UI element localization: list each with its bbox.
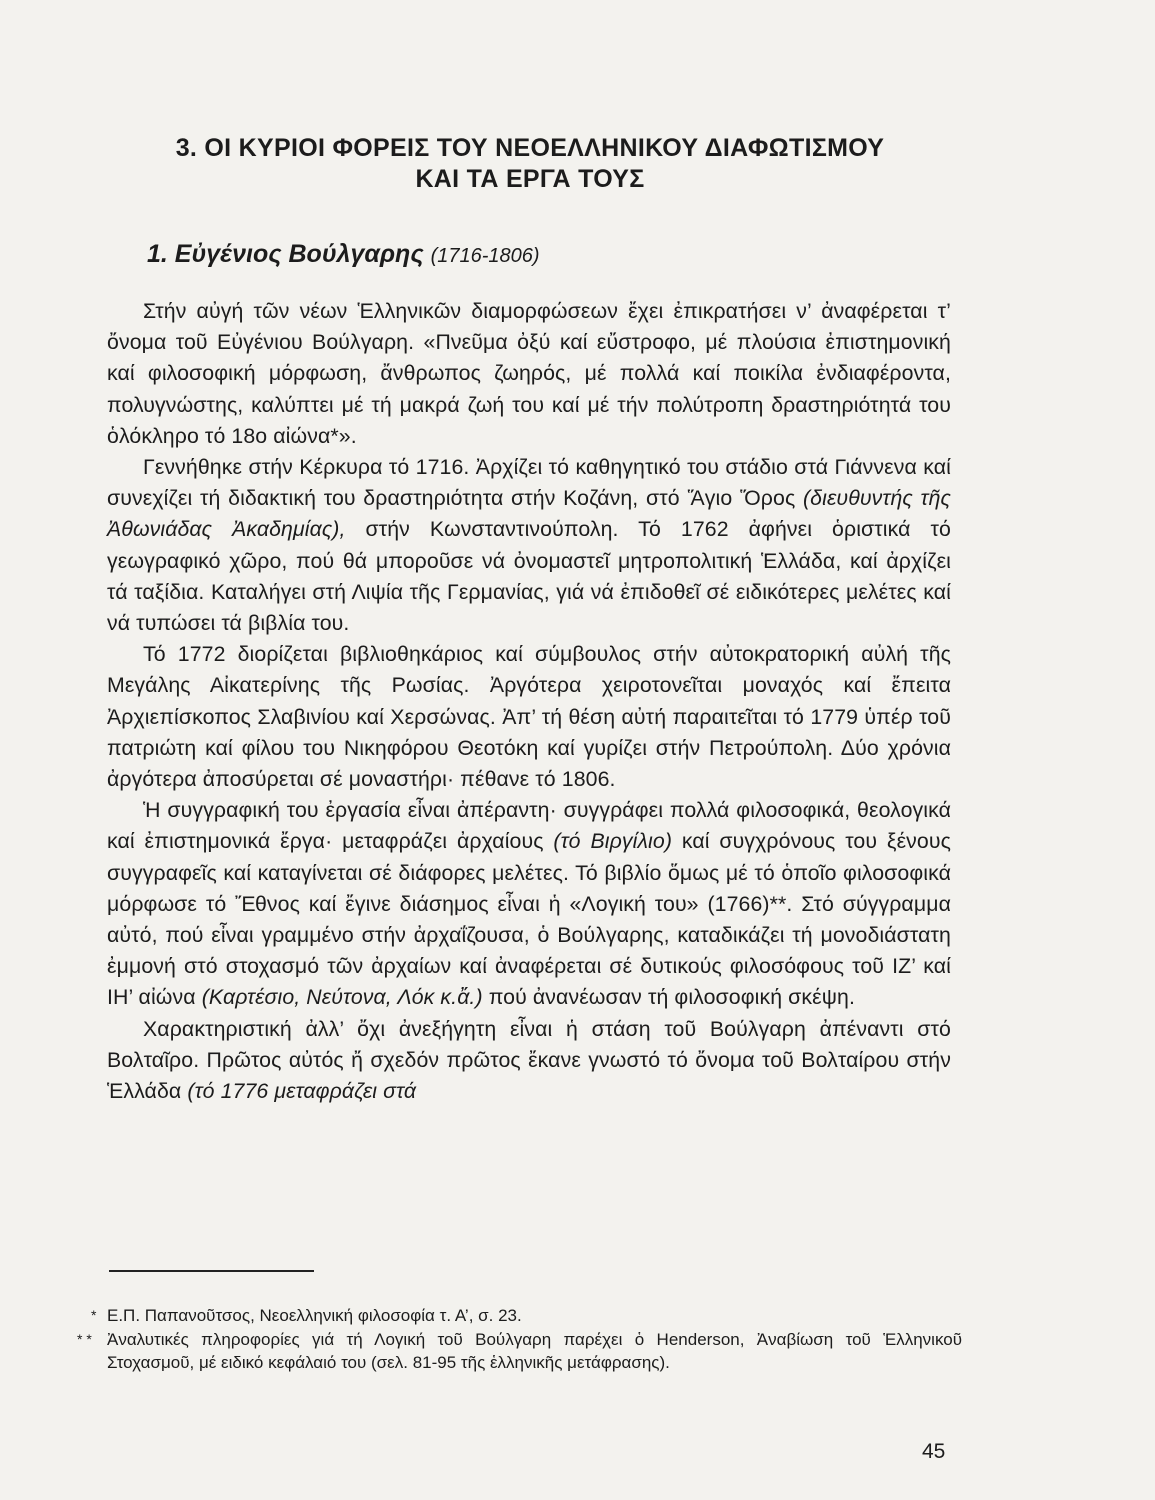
footnote-1-text: Ε.Π. Παπανοῦτσος, Νεοελληνική φιλοσοφία τ. Α’, σ. 23. [107, 1306, 522, 1325]
page-number: 45 [922, 1440, 946, 1463]
footnote-divider [109, 1270, 314, 1272]
paragraph-5-italic: (τό 1776 μεταφράζει στά [187, 1079, 417, 1104]
footnote-1 [91, 1304, 962, 1328]
paragraph-4-part-b: καί συγχρόνους του ξένους συγγραφεῖς καί καταγίνεται σέ διάφορες μελέτες. Τό βιβλίο ὅμως μέ τό ὁποῖο φιλοσοφικά μόρφωσε τό Ἔθνος καί ἔγινε διάσημος εἶναι ἡ «Λογική του» (1766)**. Στό σύγγραμμα αὐτό, πού εἶναι γραμμένο στήν ἀρχαΐζουσα, ὁ Βούλγαρης, καταδικάζει τή μονοδιάστατη ἐμμονή στό στοχασμό τῶν ἀρχαίων καί ἀναφέρεται σέ δυτικούς φιλοσόφους τοῦ ΙΖ’ καί ΙΗ’ αἰώνα [107, 829, 951, 1010]
paragraph-2-part-b: στήν Κωνσταντινούπολη. Τό 1762 ἀφήνει ὁριστικά τό γεωγραφικό χῶρο, πού θά μποροῦσε νά ὀνομαστεῖ μητροπολιτική Ἑλλάδα, καί ἀρχίζει τά ταξίδια. Καταλήγει στή Λιψία τῆς Γερμανίας, γιά νά ἐπιδοθεῖ σέ ειδικότερες μελέτες καί νά τυπώσει τά βιβλία του. [107, 517, 951, 636]
section-title-name: 1. Εὐγένιος Βούλγαρης [147, 240, 424, 268]
paragraph-4-part-a: Ἡ συγγραφική του ἐργασία εἶναι ἀπέραντη· συγγράφει πολλά φιλοσοφικά, θεολογικά καί ἐπιστημονικά ἔργα· μεταφράζει ἀρχαίους [107, 798, 951, 854]
footnote-2-mark: * * [77, 1330, 92, 1347]
paragraph-5-part-a: Χαρακτηριστική ἀλλ’ ὄχι ἀνεξήγητη εἶναι ἡ στάση τοῦ Βούλγαρη ἀπέναντι στό Βολταῖρο. Πρῶτος αὐτός ἤ σχεδόν πρῶτος ἔκανε γνωστό τό ὄνομα τοῦ Βολταίρου στήν Ἑλλάδα [107, 1016, 951, 1104]
footnote-2-text: Ἀναλυτικές πληροφορίες γιά τή Λογική τοῦ Βούλγαρη παρέχει ὁ Henderson, Ἀναβίωση τοῦ Ἑλληνικοῦ Στοχασμοῦ, μέ ειδικό κεφάλαιό του (σελ. 81-95 τῆς ἑλληνικῆς μετάφρασης). [107, 1329, 962, 1372]
paragraph-1: Στήν αὐγή τῶν νέων Ἑλληνικῶν διαμορφώσεων ἔχει ἐπικρατήσει ν’ ἀναφέρεται τ’ ὄνομα τοῦ Εὐγένιου Βούλγαρη. «Πνεῦμα ὀξύ καί εὔστροφο, μέ πλούσια ἐπιστημονική καί φιλοσοφική μόρφωση, ἄνθρωπος ζωηρός, μέ πολλά καί ποικίλα ἐνδιαφέροντα, πολυγνώστης, καλύπτει μέ τή μακρά ζωή του καί μέ τήν πολύτροπη δραστηριότητά του ὁλόκληρο τό 18ο αἰώνα*». [107, 299, 951, 448]
section-title-dates: (1716-1806) [430, 245, 540, 267]
paragraph-2 [107, 452, 951, 639]
body-text [107, 296, 951, 1107]
paragraph-4-italic-2: (Καρτέσιο, Νεύτονα, Λόκ κ.ἄ.) [201, 985, 483, 1010]
paragraph-4-italic-1: (τό Βιργίλιο) [553, 829, 673, 854]
paragraph-2-italic: (διευθυντής τῆς Ἀθωνιάδας Ἀκαδημίας), [107, 486, 951, 542]
section-title [147, 240, 540, 269]
paragraph-3: Τό 1772 διορίζεται βιβλιοθηκάριος καί σύμβουλος στήν αὐτοκρατορική αὐλή τῆς Μεγάλης Αἰκατερίνης τῆς Ρωσίας. Ἀργότερα χειροτονεῖται μοναχός καί ἔπειτα Ἀρχιεπίσκοπος Σλαβινίου καί Χερσώνας. Ἀπ’ τή θέση αὐτή παραιτεῖται τό 1779 ὑπέρ τοῦ πατριώτη καί φίλου του Νικηφόρου Θεοτόκη καί γυρίζει στήν Πετρούπολη. Δύο χρόνια ἀργότερα ἀποσύρεται σέ μοναστήρι· πέθανε τό 1806. [107, 642, 951, 792]
chapter-heading-line-2: ΚΑΙ ΤΑ ΕΡΓΑ ΤΟΥΣ [415, 165, 645, 193]
footnote-1-mark: * [91, 1307, 97, 1323]
paragraph-4-part-c: πού ἀνανέωσαν τή φιλοσοφική σκέψη. [488, 985, 856, 1010]
footnotes [77, 1304, 962, 1375]
paragraph-4 [107, 795, 951, 1013]
chapter-heading-line-1: 3. ΟΙ ΚΥΡΙΟΙ ΦΟΡΕΙΣ ΤΟΥ ΝΕΟΕΛΛΗΝΙΚΟΥ ΔΙΑΦΩΤΙΣΜΟΥ [175, 134, 885, 162]
paragraph-5 [107, 1014, 951, 1108]
footnote-2 [77, 1328, 962, 1375]
paragraph-2-part-a: Γεννήθηκε στήν Κέρκυρα τό 1716. Ἀρχίζει τό καθηγητικό του στάδιο στά Γιάννενα καί συνεχίζει τή διδακτική του δραστηριότητα στήν Κοζάνη, στό Ἅγιο Ὅρος [107, 455, 951, 511]
